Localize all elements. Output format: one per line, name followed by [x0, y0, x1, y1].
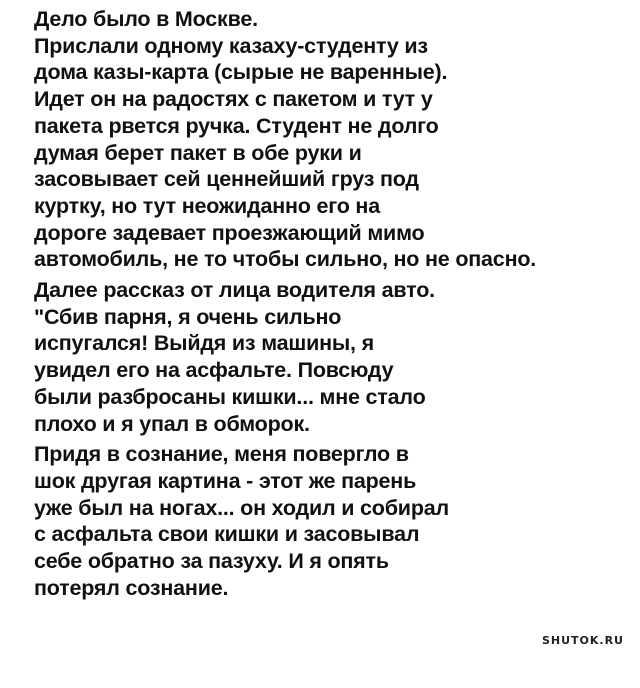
text-line: "Сбив парня, я очень сильно — [34, 304, 342, 329]
text-line: плохо и я упал в обморок. — [34, 411, 310, 436]
watermark: SHUTOK.RU — [541, 634, 624, 647]
text-line: Придя в сознание, меня повергло в — [34, 442, 409, 467]
text-line: себе обратно за пазуху. И я опять — [34, 549, 389, 574]
text-line: думая берет пакет в обе руки и — [34, 140, 362, 165]
text-line: Дело было в Москве. — [34, 7, 258, 31]
paragraph-3 — [34, 441, 634, 601]
text-line: были разбросаны кишки... мне стало — [34, 384, 426, 409]
text-line: потерял сознание. — [34, 575, 229, 600]
paragraph-2 — [34, 277, 634, 437]
text-line: дороге задевает проезжающий мимо — [34, 220, 425, 245]
text-line: Прислали одному казаху-студенту из — [34, 33, 428, 58]
text-line: шок другая картина - этот же парень — [34, 468, 417, 493]
text-line: пакета рвется ручка. Студент не долго — [34, 113, 439, 138]
paragraph-1 — [34, 6, 634, 273]
text-line: уже был на ногах... он ходил и собирал — [34, 495, 449, 520]
text-line: засовывает сей ценнейший груз под — [34, 167, 419, 192]
text-line: Идет он на радостях с пакетом и тут у — [34, 87, 433, 112]
text-line: автомобиль, не то чтобы сильно, но не опасно. — [34, 247, 537, 272]
text-line: испугался! Выйдя из машины, я — [34, 331, 374, 356]
text-line: с асфальта свои кишки и засовывал — [34, 522, 420, 547]
story-text — [34, 0, 634, 601]
text-line: увидел его на асфальте. Повсюду — [34, 358, 394, 383]
text-line: дома казы-карта (сырые не варенные). — [34, 60, 448, 85]
text-line: куртку, но тут неожиданно его на — [34, 193, 380, 218]
text-line: Далее рассказ от лица водителя авто. — [34, 278, 435, 303]
